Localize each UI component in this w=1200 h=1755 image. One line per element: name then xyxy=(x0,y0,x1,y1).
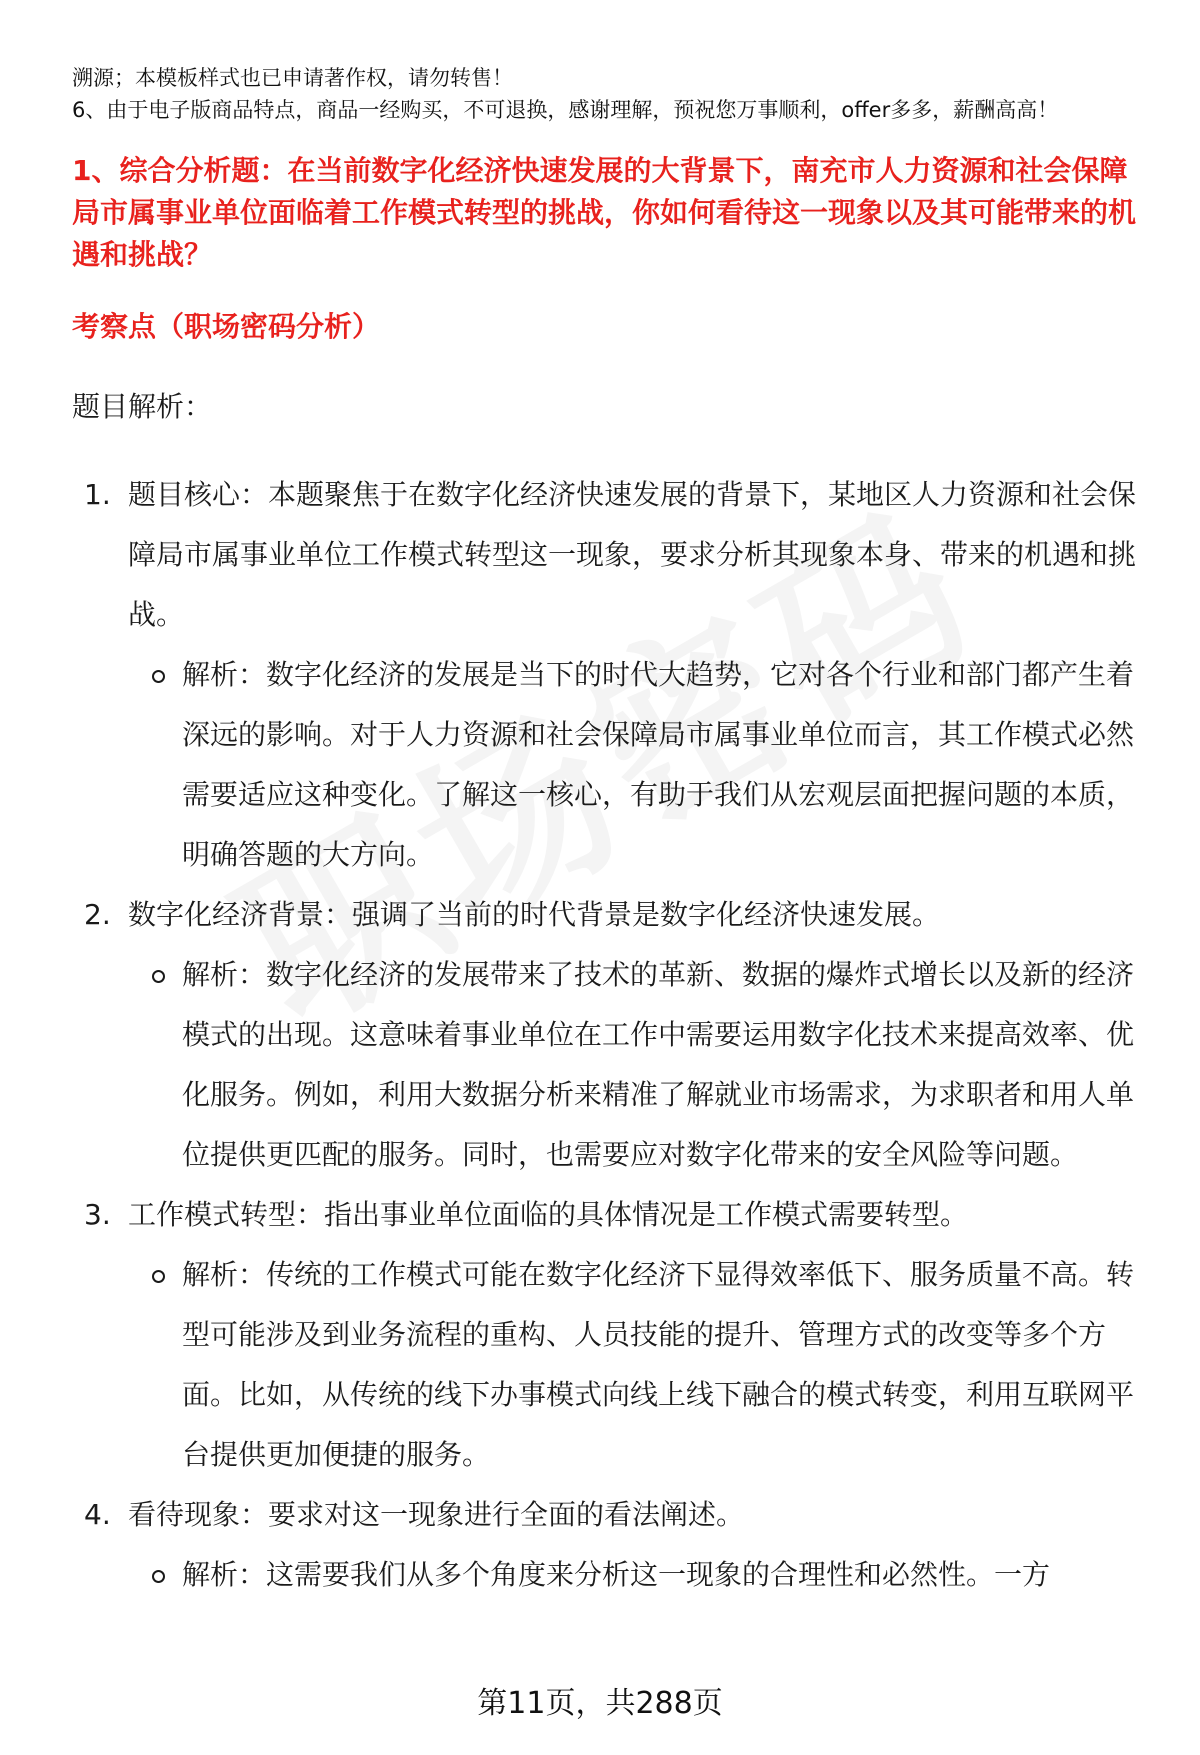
list-item-text: 题目核心：本题聚焦于在数字化经济快速发展的背景下，某地区人力资源和社会保障局市属事业单位工作模式转型这一现象，要求分析其现象本身、带来的机遇和挑战。 xyxy=(128,478,1137,631)
circle-bullet-icon xyxy=(152,1270,165,1283)
list-number: 2. xyxy=(84,898,111,931)
sub-item-text: 解析：数字化经济的发展带来了技术的革新、数据的爆炸式增长以及新的经济模式的出现。这意味着事业单位在工作中需要运用数字化技术来提高效率、优化服务。例如，利用大数据分析来精准了解就业市场需求，为求职者和用人单位提供更匹配的服务。同时，也需要应对数字化带来的安全风险等问题。 xyxy=(182,958,1135,1171)
analysis-label: 题目解析： xyxy=(72,390,213,423)
list-number: 3. xyxy=(84,1198,111,1231)
sub-list-item xyxy=(72,1245,1152,1485)
sub-item-text: 解析：数字化经济的发展是当下的时代大趋势，它对各个行业和部门都产生着深远的影响。对于人力资源和社会保障局市属事业单位而言，其工作模式必然需要适应这种变化。了解这一核心，有助于我们从宏观层面把握问题的本质，明确答题的大方向。 xyxy=(182,658,1135,871)
sub-item-text: 解析：传统的工作模式可能在数字化经济下显得效率低下、服务质量不高。转型可能涉及到业务流程的重构、人员技能的提升、管理方式的改变等多个方面。比如，从传统的线下办事模式向线上线下融合的模式转变，利用互联网平台提供更加便捷的服务。 xyxy=(182,1258,1135,1471)
circle-bullet-icon xyxy=(152,670,165,683)
sub-list-item xyxy=(72,645,1152,885)
sub-list-item xyxy=(72,1545,1152,1605)
list-item-text: 数字化经济背景：强调了当前的时代背景是数字化经济快速发展。 xyxy=(128,898,941,931)
list-number: 4. xyxy=(84,1498,111,1531)
circle-bullet-icon xyxy=(152,1570,165,1583)
intro-line-1: 溯源；本模板样式也已申请著作权，请勿转售！ xyxy=(72,66,513,90)
list-item-text: 看待现象：要求对这一现象进行全面的看法阐述。 xyxy=(128,1498,745,1531)
sub-item-text: 解析：这需要我们从多个角度来分析这一现象的合理性和必然性。一方 xyxy=(182,1558,1051,1591)
page-number: 第11页，共288页 xyxy=(477,1686,723,1721)
section-heading-kaocha: 考察点（职场密码分析） xyxy=(72,310,381,343)
list-item xyxy=(72,1185,1152,1245)
analysis-list xyxy=(72,465,1152,1605)
circle-bullet-icon xyxy=(152,970,165,983)
list-item-text: 工作模式转型：指出事业单位面临的具体情况是工作模式需要转型。 xyxy=(128,1198,969,1231)
intro-line-2: 6、由于电子版商品特点，商品一经购买，不可退换，感谢理解，预祝您万事顺利，offer多多，薪酬高高！ xyxy=(72,98,1059,122)
list-item xyxy=(72,465,1152,645)
question-title: 1、综合分析题：在当前数字化经济快速发展的大背景下，南充市人力资源和社会保障局市属事业单位面临着工作模式转型的挑战，你如何看待这一现象以及其可能带来的机遇和挑战？ xyxy=(72,154,1137,271)
sub-list-item xyxy=(72,945,1152,1185)
intro-notes xyxy=(72,62,1142,126)
list-item xyxy=(72,885,1152,945)
list-item xyxy=(72,1485,1152,1545)
list-number: 1. xyxy=(84,478,111,511)
